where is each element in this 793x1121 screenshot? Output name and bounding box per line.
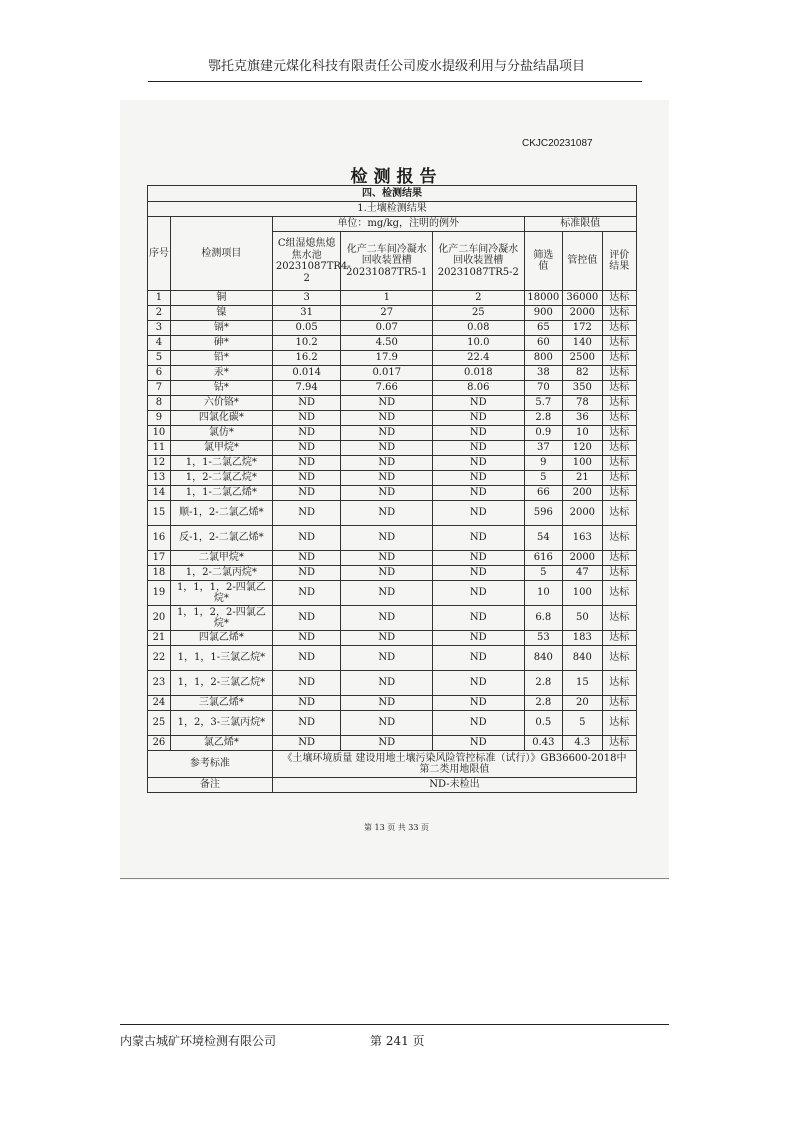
cell-screen: 70 [524, 381, 562, 396]
cell-item: 氯仿* [170, 426, 272, 441]
cell-sample-2: ND [341, 606, 433, 631]
cell-item: 六价铬* [170, 396, 272, 411]
cell-sample-1: ND [272, 711, 341, 736]
table-row [148, 411, 637, 426]
table-row [148, 471, 637, 486]
footer-rule [120, 1024, 669, 1025]
cell-sample-1: ND [272, 411, 341, 426]
table-row [148, 501, 637, 526]
cell-sample-1: 0.05 [272, 321, 341, 336]
cell-sample-2: ND [341, 441, 433, 456]
table-row [148, 646, 637, 671]
cell-item: 反-1，2-二氯乙烯* [170, 526, 272, 551]
cell-sample-1: ND [272, 471, 341, 486]
cell-seq: 18 [148, 566, 171, 581]
cell-eval: 达标 [602, 486, 636, 501]
cell-screen: 6.8 [524, 606, 562, 631]
cell-sample-3: ND [433, 441, 525, 456]
cell-control: 5 [563, 711, 603, 736]
section-title: 四、检测结果 [148, 186, 637, 202]
cell-sample-3: ND [433, 631, 525, 646]
cell-sample-2: ND [341, 486, 433, 501]
cell-control: 20 [563, 696, 603, 711]
cell-sample-3: ND [433, 456, 525, 471]
cell-sample-1: ND [272, 456, 341, 471]
cell-control: 78 [563, 396, 603, 411]
cell-sample-2: ND [341, 551, 433, 566]
cell-sample-2: 4.50 [341, 336, 433, 351]
cell-seq: 2 [148, 306, 171, 321]
cell-eval: 达标 [602, 351, 636, 366]
cell-item: 四氯化碳* [170, 411, 272, 426]
cell-sample-3: 2 [433, 291, 525, 306]
cell-control: 36000 [563, 291, 603, 306]
cell-control: 50 [563, 606, 603, 631]
cell-sample-2: ND [341, 471, 433, 486]
table-row [148, 581, 637, 606]
cell-sample-2: ND [341, 671, 433, 696]
cell-seq: 7 [148, 381, 171, 396]
cell-seq: 25 [148, 711, 171, 736]
cell-item: 二氯甲烷* [170, 551, 272, 566]
cell-control: 163 [563, 526, 603, 551]
table-row [148, 381, 637, 396]
table-row [148, 426, 637, 441]
cell-sample-3: 10.0 [433, 336, 525, 351]
page-header: 鄂托克旗建元煤化科技有限责任公司废水提级利用与分盐结晶项目 [207, 59, 585, 74]
cell-sample-3: ND [433, 646, 525, 671]
cell-sample-3: 0.018 [433, 366, 525, 381]
cell-screen: 38 [524, 366, 562, 381]
col-header-sample-2: 化产二车间冷凝水回收装置槽20231087TR5-1 [341, 232, 433, 291]
cell-sample-3: 0.08 [433, 321, 525, 336]
cell-sample-3: ND [433, 486, 525, 501]
cell-control: 36 [563, 411, 603, 426]
table-row [148, 336, 637, 351]
cell-sample-3: ND [433, 696, 525, 711]
cell-screen: 2.8 [524, 671, 562, 696]
cell-control: 2000 [563, 551, 603, 566]
cell-sample-2: ND [341, 411, 433, 426]
cell-eval: 达标 [602, 566, 636, 581]
col-header-control: 管控值 [563, 232, 603, 291]
cell-control: 350 [563, 381, 603, 396]
cell-eval: 达标 [602, 696, 636, 711]
table-row [148, 291, 637, 306]
cell-eval: 达标 [602, 426, 636, 441]
reference-standard: 《土壤环境质量 建设用地土壤污染风险管控标准（试行）》GB36600-2018中第二类用地限值 [272, 751, 636, 778]
footer-company: 内蒙古城矿环境检测有限公司 [120, 1034, 277, 1048]
cell-screen: 5 [524, 566, 562, 581]
cell-eval: 达标 [602, 606, 636, 631]
table-row [148, 441, 637, 456]
col-header-item: 检测项目 [170, 217, 272, 291]
cell-item: 铜 [170, 291, 272, 306]
cell-control: 100 [563, 581, 603, 606]
cell-sample-1: ND [272, 736, 341, 751]
remark-label: 备注 [148, 778, 273, 793]
cell-sample-1: ND [272, 606, 341, 631]
table-row [148, 526, 637, 551]
cell-item: 砷* [170, 336, 272, 351]
cell-sample-1: ND [272, 396, 341, 411]
cell-sample-3: ND [433, 581, 525, 606]
cell-screen: 2.8 [524, 696, 562, 711]
col-header-sample-1: C组湿熄焦熄焦水池20231087TR4-2 [272, 232, 341, 291]
cell-control: 183 [563, 631, 603, 646]
cell-item: 1，1，1，2-四氯乙烷* [170, 581, 272, 606]
cell-seq: 1 [148, 291, 171, 306]
cell-sample-2: 7.66 [341, 381, 433, 396]
cell-seq: 16 [148, 526, 171, 551]
table-row [148, 631, 637, 646]
cell-sample-3: ND [433, 736, 525, 751]
cell-screen: 9 [524, 456, 562, 471]
cell-sample-2: ND [341, 736, 433, 751]
cell-control: 172 [563, 321, 603, 336]
cell-sample-3: ND [433, 501, 525, 526]
cell-sample-2: 1 [341, 291, 433, 306]
cell-sample-1: 31 [272, 306, 341, 321]
cell-sample-2: 0.017 [341, 366, 433, 381]
cell-eval: 达标 [602, 631, 636, 646]
col-header-eval: 评价结果 [602, 232, 636, 291]
cell-control: 200 [563, 486, 603, 501]
cell-sample-2: ND [341, 646, 433, 671]
cell-item: 氯甲烷* [170, 441, 272, 456]
cell-sample-1: ND [272, 501, 341, 526]
cell-seq: 12 [148, 456, 171, 471]
cell-sample-3: ND [433, 526, 525, 551]
cell-sample-2: ND [341, 711, 433, 736]
cell-eval: 达标 [602, 396, 636, 411]
cell-screen: 0.43 [524, 736, 562, 751]
cell-seq: 10 [148, 426, 171, 441]
cell-sample-3: ND [433, 426, 525, 441]
col-header-limits: 标准限值 [524, 217, 636, 232]
cell-sample-1: 16.2 [272, 351, 341, 366]
cell-sample-2: ND [341, 696, 433, 711]
cell-sample-1: 0.014 [272, 366, 341, 381]
cell-control: 2500 [563, 351, 603, 366]
cell-seq: 26 [148, 736, 171, 751]
cell-eval: 达标 [602, 551, 636, 566]
cell-seq: 9 [148, 411, 171, 426]
cell-sample-2: ND [341, 631, 433, 646]
cell-seq: 15 [148, 501, 171, 526]
cell-sample-3: ND [433, 396, 525, 411]
cell-seq: 11 [148, 441, 171, 456]
cell-item: 四氯乙烯* [170, 631, 272, 646]
cell-eval: 达标 [602, 581, 636, 606]
cell-control: 47 [563, 566, 603, 581]
cell-screen: 800 [524, 351, 562, 366]
cell-sample-3: ND [433, 471, 525, 486]
cell-sample-2: ND [341, 501, 433, 526]
cell-item: 三氯乙烯* [170, 696, 272, 711]
cell-seq: 13 [148, 471, 171, 486]
cell-control: 21 [563, 471, 603, 486]
cell-item: 汞* [170, 366, 272, 381]
cell-seq: 20 [148, 606, 171, 631]
cell-sample-1: ND [272, 671, 341, 696]
report-number: CKJC20231087 [522, 138, 593, 149]
cell-sample-3: ND [433, 671, 525, 696]
cell-control: 4.3 [563, 736, 603, 751]
cell-screen: 37 [524, 441, 562, 456]
cell-sample-1: ND [272, 646, 341, 671]
cell-sample-1: ND [272, 581, 341, 606]
cell-item: 铅* [170, 351, 272, 366]
cell-screen: 840 [524, 646, 562, 671]
cell-item: 1，1，2-三氯乙烷* [170, 671, 272, 696]
table-row [148, 321, 637, 336]
cell-eval: 达标 [602, 291, 636, 306]
cell-sample-3: 8.06 [433, 381, 525, 396]
cell-screen: 900 [524, 306, 562, 321]
table-row [148, 306, 637, 321]
table-row [148, 566, 637, 581]
cell-sample-3: ND [433, 566, 525, 581]
cell-seq: 23 [148, 671, 171, 696]
cell-seq: 3 [148, 321, 171, 336]
cell-item: 镉* [170, 321, 272, 336]
cell-item: 1，2-二氯乙烷* [170, 471, 272, 486]
cell-seq: 24 [148, 696, 171, 711]
cell-sample-1: ND [272, 696, 341, 711]
cell-sample-3: ND [433, 711, 525, 736]
unit-note: 单位：mg/kg，注明的例外 [272, 217, 524, 232]
cell-sample-1: 10.2 [272, 336, 341, 351]
col-header-seq: 序号 [148, 217, 171, 291]
cell-control: 140 [563, 336, 603, 351]
table-row [148, 551, 637, 566]
cell-sample-1: ND [272, 486, 341, 501]
cell-control: 10 [563, 426, 603, 441]
cell-screen: 66 [524, 486, 562, 501]
cell-eval: 达标 [602, 306, 636, 321]
cell-sample-3: 22.4 [433, 351, 525, 366]
cell-sample-1: ND [272, 426, 341, 441]
subsection-title: 1.土壤检测结果 [148, 202, 637, 217]
cell-sample-2: 17.9 [341, 351, 433, 366]
cell-eval: 达标 [602, 381, 636, 396]
cell-control: 120 [563, 441, 603, 456]
cell-eval: 达标 [602, 501, 636, 526]
cell-item: 钴* [170, 381, 272, 396]
cell-control: 15 [563, 671, 603, 696]
cell-control: 840 [563, 646, 603, 671]
cell-screen: 616 [524, 551, 562, 566]
cell-control: 82 [563, 366, 603, 381]
cell-screen: 0.9 [524, 426, 562, 441]
cell-seq: 6 [148, 366, 171, 381]
cell-sample-2: ND [341, 426, 433, 441]
cell-eval: 达标 [602, 671, 636, 696]
reference-label: 参考标准 [148, 751, 273, 778]
cell-eval: 达标 [602, 336, 636, 351]
table-row [148, 711, 637, 736]
cell-item: 1，2，3-三氯丙烷* [170, 711, 272, 736]
cell-sample-2: ND [341, 396, 433, 411]
cell-sample-2: 27 [341, 306, 433, 321]
cell-seq: 17 [148, 551, 171, 566]
cell-item: 镍 [170, 306, 272, 321]
cell-control: 2000 [563, 306, 603, 321]
cell-eval: 达标 [602, 471, 636, 486]
table-row [148, 351, 637, 366]
cell-sample-3: ND [433, 606, 525, 631]
cell-screen: 5.7 [524, 396, 562, 411]
page-count: 第 13 页 共 33 页 [363, 823, 430, 832]
cell-item: 1，1，1-三氯乙烷* [170, 646, 272, 671]
col-header-sample-3: 化产二车间冷凝水回收装置槽20231087TR5-2 [433, 232, 525, 291]
table-row [148, 671, 637, 696]
col-header-screen: 筛选值 [524, 232, 562, 291]
cell-sample-3: 25 [433, 306, 525, 321]
cell-seq: 8 [148, 396, 171, 411]
cell-sample-1: ND [272, 526, 341, 551]
cell-item: 顺-1，2-二氯乙烯* [170, 501, 272, 526]
cell-sample-1: ND [272, 551, 341, 566]
cell-screen: 10 [524, 581, 562, 606]
cell-eval: 达标 [602, 646, 636, 671]
cell-screen: 596 [524, 501, 562, 526]
cell-sample-1: ND [272, 566, 341, 581]
soil-results-table [147, 185, 637, 793]
cell-item: 1，1-二氯乙烷* [170, 456, 272, 471]
cell-seq: 22 [148, 646, 171, 671]
cell-screen: 18000 [524, 291, 562, 306]
cell-seq: 21 [148, 631, 171, 646]
cell-eval: 达标 [602, 526, 636, 551]
cell-sample-2: ND [341, 456, 433, 471]
cell-sample-1: 3 [272, 291, 341, 306]
cell-sample-1: 7.94 [272, 381, 341, 396]
table-row [148, 606, 637, 631]
table-row [148, 366, 637, 381]
cell-seq: 4 [148, 336, 171, 351]
cell-item: 1，2-二氯丙烷* [170, 566, 272, 581]
cell-eval: 达标 [602, 321, 636, 336]
cell-control: 100 [563, 456, 603, 471]
footer-page-number: 第 241 页 [370, 1034, 425, 1048]
cell-item: 氯乙烯* [170, 736, 272, 751]
cell-eval: 达标 [602, 366, 636, 381]
cell-sample-1: ND [272, 441, 341, 456]
cell-screen: 5 [524, 471, 562, 486]
cell-item: 1，1，2，2-四氯乙烷* [170, 606, 272, 631]
cell-eval: 达标 [602, 411, 636, 426]
table-row [148, 696, 637, 711]
cell-eval: 达标 [602, 456, 636, 471]
header-rule [148, 81, 642, 82]
cell-sample-2: ND [341, 566, 433, 581]
cell-screen: 2.8 [524, 411, 562, 426]
cell-sample-1: ND [272, 631, 341, 646]
cell-sample-2: ND [341, 526, 433, 551]
table-row [148, 486, 637, 501]
cell-screen: 65 [524, 321, 562, 336]
cell-control: 2000 [563, 501, 603, 526]
cell-eval: 达标 [602, 711, 636, 736]
cell-sample-2: ND [341, 581, 433, 606]
cell-seq: 5 [148, 351, 171, 366]
cell-sample-3: ND [433, 551, 525, 566]
cell-item: 1，1-二氯乙烯* [170, 486, 272, 501]
report-title: 检测报告 [350, 167, 443, 187]
scan-bottom-edge [120, 878, 669, 879]
table-row [148, 736, 637, 751]
cell-eval: 达标 [602, 736, 636, 751]
remark-text: ND-未检出 [272, 778, 636, 793]
cell-eval: 达标 [602, 441, 636, 456]
cell-screen: 53 [524, 631, 562, 646]
cell-sample-3: ND [433, 411, 525, 426]
table-row [148, 396, 637, 411]
cell-seq: 19 [148, 581, 171, 606]
table-row [148, 456, 637, 471]
cell-seq: 14 [148, 486, 171, 501]
cell-screen: 0.5 [524, 711, 562, 736]
cell-screen: 60 [524, 336, 562, 351]
cell-sample-2: 0.07 [341, 321, 433, 336]
cell-screen: 54 [524, 526, 562, 551]
